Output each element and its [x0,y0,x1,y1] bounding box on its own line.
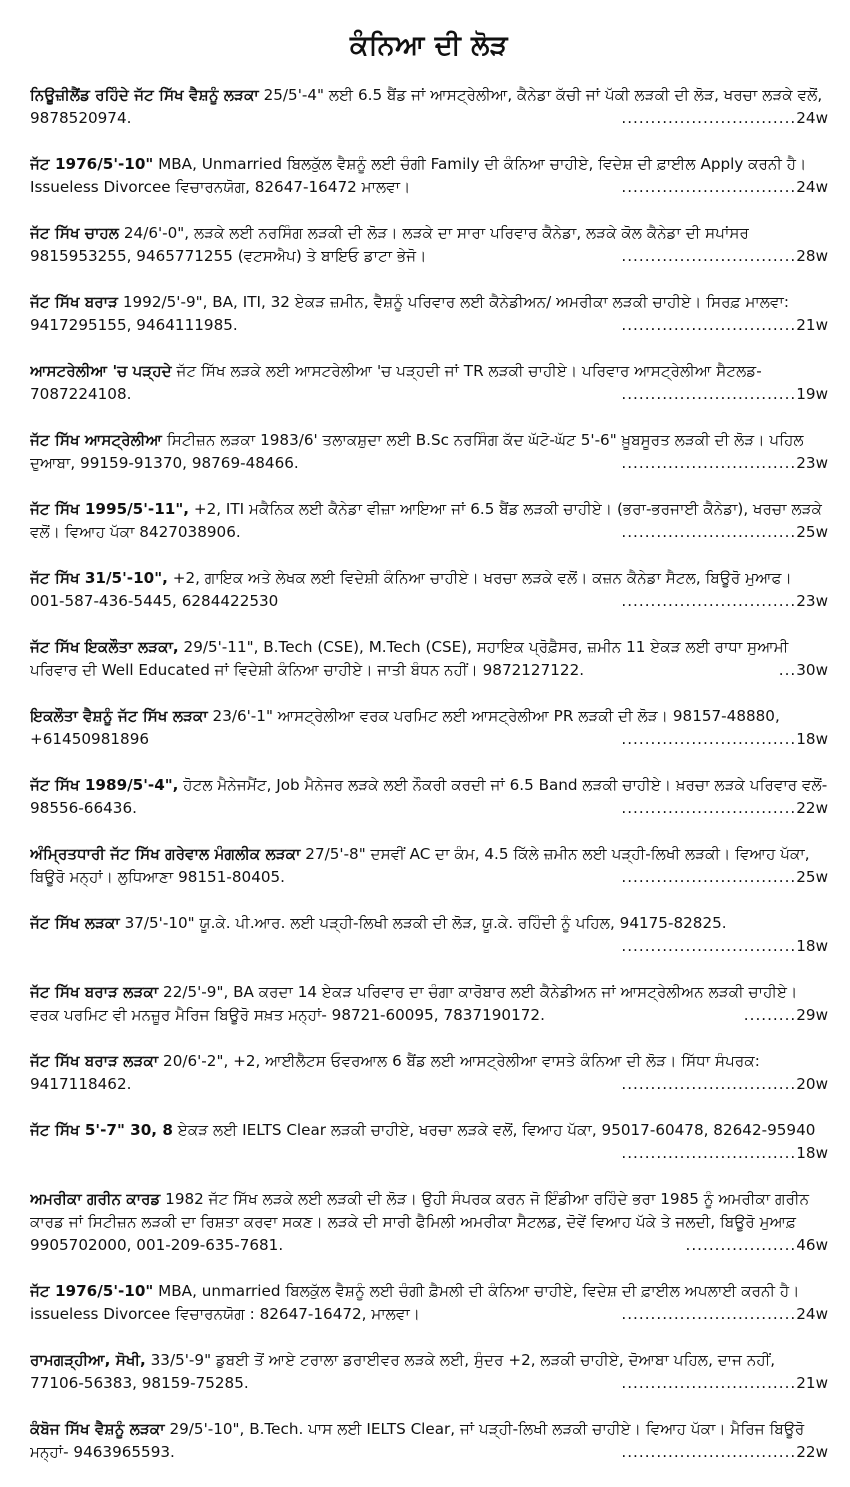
ad-entry [30,567,828,636]
ad-price-amount: 28w [796,247,828,265]
ad-entry [30,153,828,222]
ad-price-leader: .............................. [621,454,797,472]
ad-heading: ਆਸਟਰੇਲੀਆ 'ਚ ਪੜ੍ਹਦੇ [30,362,172,380]
page-title: ਕੰਨਿਆ ਦੀ ਲੋੜ [349,30,509,61]
ad-body: MBA, Unmarried ਬਿਲਕੁੱਲ ਵੈਸ਼ਨੂੰ ਲਈ ਚੰਗੀ Family ਦੀ ਕੰਨਿਆ ਚਾਹੀਏ, ਵਿਦੇਸ਼ ਦੀ ਫ਼ਾਈਲ Apply ਕਰਨੀ ਹੈ। Issueless Divorcee ਵਿਚਾਰਨਯੋਗ, 82647-16472 ਮਾਲਵਾ। [30,155,807,196]
ad-price-leader: ................... [685,1236,797,1254]
ad-price-leader: .............................. [621,247,797,265]
ad-price-amount: 24w [796,178,828,196]
ad-body: +2, ITI ਮਕੈਨਿਕ ਲਈ ਕੈਨੇਡਾ ਵੀਜ਼ਾ ਆਇਆ ਜਾਂ 6.5 ਬੈਂਡ ਲੜਕੀ ਚਾਹੀਏ। (ਭਰਾ-ਭਰਜਾਈ ਕੈਨੇਡਾ), ਖਰਚਾ ਲੜਕੇ ਵਲੋਂ। ਵਿਆਹ ਪੱਕਾ 8427038906. [30,500,822,541]
ad-body: 1992/5'-9", BA, ITI, 32 ਏਕੜ ਜ਼ਮੀਨ, ਵੈਸ਼ਨੂੰ ਪਰਿਵਾਰ ਲਈ ਕੈਨੇਡੀਅਨ/ ਅਮਰੀਕਾ ਲੜਕੀ ਚਾਹੀਏ। ਸਿਰਫ਼ ਮਾਲਵਾ: 9417295155, 9464111985. [30,293,790,334]
ad-heading: ਜੱਟ ਸਿੱਖ ਇਕਲੌਤਾ ਲੜਕਾ, [30,638,179,656]
ad-price [742,1004,828,1027]
ad-price-amount: 21w [796,316,828,334]
ad-entry [30,774,828,843]
ad-heading: ਜੱਟ 1976/5'-10" [30,155,154,173]
ad-entry [30,291,828,360]
ad-entry [30,981,828,1050]
ad-price-amount: 23w [796,454,828,472]
ad-price-amount: 22w [796,1443,828,1461]
ad-price-amount: 24w [796,109,828,127]
ad-heading: ਜੱਟ ਸਿੱਖ ਬਰਾੜ [30,293,119,311]
ad-body: 33/5'-9" ਡੁਬਈ ਤੋਂ ਆਏ ਟਰਾਲਾ ਡਰਾਈਵਰ ਲੜਕੇ ਲਈ, ਸੁੰਦਰ +2, ਲੜਕੀ ਚਾਹੀਏ, ਦੋਆਬਾ ਪਹਿਲ, ਦਾਜ ਨਹੀਂ, 77106-56383, 98159-75285. [30,1351,776,1392]
ad-list [30,84,828,1487]
ad-heading: ਜੱਟ ਸਿੱਖ ਚਾਹਲ [30,224,120,242]
ad-heading: ਜੱਟ 1976/5'-10" [30,1282,154,1300]
ad-entry [30,1050,828,1119]
ad-body: 22/5'-9", BA ਕਰਦਾ 14 ਏਕੜ ਪਰਿਵਾਰ ਦਾ ਚੰਗਾ ਕਾਰੋਬਾਰ ਲਈ ਕੈਨੇਡੀਅਨ ਜਾਂ ਆਸਟ੍ਰੇਲੀਅਨ ਲੜਕੀ ਚਾਹੀਏ। ਵਰਕ ਪਰਮਿਟ ਵੀ ਮਨਜ਼ੂਰ ਮੈਰਿਜ ਬਿਊਰੋ ਸਖ਼ਤ ਮਨ੍ਹਾਂ- 98721-60095, 7837190172. [30,983,798,1024]
ad-entry [30,843,828,912]
ad-price-leader: .............................. [621,178,797,196]
ad-price [619,1303,828,1326]
ad-price-amount: 25w [796,523,828,541]
ad-body: 29/5'-10", B.Tech. ਪਾਸ ਲਈ IELTS Clear, ਜਾਂ ਪੜ੍ਹੀ-ਲਿਖੀ ਲੜਕੀ ਚਾਹੀਏ। ਵਿਆਹ ਪੱਕਾ। ਮੈਰਿਜ ਬਿਊਰੋ ਮਨ੍ਹਾਂ- 9463965593. [30,1420,805,1461]
ad-price-amount: 21w [796,1374,828,1392]
ad-price-leader: .............................. [621,1374,797,1392]
ad-price-leader: .............................. [621,937,797,955]
ad-body: 27/5'-8" ਦਸਵੀਂ AC ਦਾ ਕੰਮ, 4.5 ਕਿੱਲੇ ਜ਼ਮੀਨ ਲਈ ਪੜ੍ਹੀ-ਲਿਖੀ ਲੜਕੀ। ਵਿਆਹ ਪੱਕਾ, ਬਿਊਰੋ ਮਨ੍ਹਾਂ। ਲੁਧਿਆਣਾ 98151-80405. [30,845,810,886]
ad-price-amount: 22w [796,799,828,817]
ad-entry [30,705,828,774]
ad-price [619,383,828,406]
ad-price-leader: .............................. [621,1305,797,1323]
ad-price [619,452,828,475]
ad-price-leader: .............................. [621,385,797,403]
ad-price-leader: .............................. [621,316,797,334]
ad-heading: ਨਿਊਜ਼ੀਲੈਂਡ ਰਹਿੰਦੇ ਜੱਟ ਸਿੱਖ ਵੈਸ਼ਨੂੰ ਲੜਕਾ [30,86,259,104]
ad-heading: ਜੱਟ ਸਿੱਖ ਲੜਕਾ [30,914,120,932]
ad-price [619,797,828,820]
ad-entry [30,498,828,567]
ad-heading: ਜੱਟ ਸਿੱਖ 1989/5'-4", [30,776,179,794]
ad-price [619,728,828,751]
ad-heading: ਜੱਟ ਸਿੱਖ ਬਰਾੜ ਲੜਕਾ [30,983,159,1001]
ad-price [619,245,828,268]
ad-price-amount: 18w [796,730,828,748]
ad-entry [30,222,828,291]
ad-price-leader: .............................. [621,592,797,610]
ad-entry [30,1349,828,1418]
ad-heading: ਰਾਮਗੜ੍ਹੀਆ, ਸੋਖੀ, [30,1351,146,1369]
ad-entry [30,636,828,705]
ad-entry [30,429,828,498]
ad-heading: ਇਕਲੌਤਾ ਵੈਸ਼ਨੂੰ ਜੱਟ ਸਿੱਖ ਲੜਕਾ [30,707,208,725]
ad-text [30,912,828,935]
ad-price-leader: .............................. [621,1443,797,1461]
ad-entry [30,1188,828,1280]
ad-body: MBA, unmarried ਬਿਲਕੁੱਲ ਵੈਸ਼ਨੂੰ ਲਈ ਚੰਗੀ ਫ਼ੈਮਲੀ ਦੀ ਕੰਨਿਆ ਚਾਹੀਏ, ਵਿਦੇਸ਼ ਦੀ ਫ਼ਾਈਲ ਅਪਲਾਈ ਕਰਨੀ ਹੈ। issueless Divorcee ਵਿਚਾਰਨਯੋਗ : 82647-16472, ਮਾਲਵਾ। [30,1282,800,1323]
ad-price-leader: .............................. [621,868,797,886]
ad-body: +2, ਗਾਇਕ ਅਤੇ ਲੇਖਕ ਲਈ ਵਿਦੇਸ਼ੀ ਕੰਨਿਆ ਚਾਹੀਏ। ਖਰਚਾ ਲੜਕੇ ਵਲੋਂ। ਕਜ਼ਨ ਕੈਨੇਡਾ ਸੈਟਲ, ਬਿਊਰੋ ਮੁਆਫ। 001-587-436-5445, 6284422530 [30,569,792,610]
ad-price [619,176,828,199]
ad-body: 25/5'-4" ਲਈ 6.5 ਬੈਂਡ ਜਾਂ ਆਸਟ੍ਰੇਲੀਆ, ਕੈਨੇਡਾ ਕੱਚੀ ਜਾਂ ਪੱਕੀ ਲੜਕੀ ਦੀ ਲੋੜ, ਖਰਚਾ ਲੜਕੇ ਵਲੋਂ, 9878520974. [30,86,823,127]
ad-heading: ਅੰਮ੍ਰਿਤਧਾਰੀ ਜੱਟ ਸਿੱਖ ਗਰੇਵਾਲ ਮੰਗਲੀਕ ਲੜਕਾ [30,845,301,863]
ad-heading: ਅਮਰੀਕਾ ਗਰੀਨ ਕਾਰਡ [30,1190,161,1208]
ad-price-leader: ... [778,661,797,679]
ad-text [30,981,828,1027]
ad-price-amount: 20w [796,1075,828,1093]
ad-entry [30,1119,828,1188]
ad-price-amount: 18w [796,1144,828,1162]
ad-price [619,107,828,130]
ad-price [619,590,828,613]
ad-text [30,636,828,682]
ad-body: 37/5'-10" ਯੂ.ਕੇ. ਪੀ.ਆਰ. ਲਈ ਪੜ੍ਹੀ-ਲਿਖੀ ਲੜਕੀ ਦੀ ਲੋੜ, ਯੂ.ਕੇ. ਰਹਿੰਦੀ ਨੂੰ ਪਹਿਲ, 94175-82825. [119,914,727,932]
ad-text [30,1119,828,1142]
ad-price [684,1234,828,1257]
ad-entry [30,84,828,153]
ad-price-leader: .............................. [621,799,797,817]
ad-price-leader: .............................. [621,730,797,748]
ad-price [777,659,828,682]
ad-heading: ਜੱਟ ਸਿੱਖ ਆਸਟ੍ਰੇਲੀਆ [30,431,163,449]
ad-price [619,866,828,889]
ad-price-amount: 46w [796,1236,828,1254]
ad-body: 20/6'-2", +2, ਆਈਲੈਟਸ ਓਵਰਆਲ 6 ਬੈਂਡ ਲਈ ਆਸਟ੍ਰੇਲੀਆ ਵਾਸਤੇ ਕੰਨਿਆ ਦੀ ਲੋੜ। ਸਿੱਧਾ ਸੰਪਰਕ: 9417118462. [30,1052,760,1093]
ad-body: 29/5'-11", B.Tech (CSE), M.Tech (CSE), ਸਹਾਇਕ ਪ੍ਰੋਫ਼ੈਸਰ, ਜ਼ਮੀਨ 11 ਏਕੜ ਲਈ ਰਾਧਾ ਸੁਆਮੀ ਪਰਿਵਾਰ ਦੀ Well Educated ਜਾਂ ਵਿਦੇਸ਼ੀ ਕੰਨਿਆ ਚਾਹੀਏ। ਜਾਤੀ ਬੰਧਨ ਨਹੀਂ। 9872127122. [30,638,789,679]
ad-body: ਏਕੜ ਲਈ IELTS Clear ਲੜਕੀ ਚਾਹੀਏ, ਖਰਚਾ ਲੜਕੇ ਵਲੋਂ, ਵਿਆਹ ਪੱਕਾ, 95017-60478, 82642-95940 [172,1121,816,1139]
ad-price [619,935,828,958]
ad-price-amount: 30w [796,661,828,679]
ad-price-amount: 29w [796,1006,828,1024]
ad-body: 23/6'-1" ਆਸਟ੍ਰੇਲੀਆ ਵਰਕ ਪਰਮਿਟ ਲਈ ਆਸਟ੍ਰੇਲੀਆ PR ਲੜਕੀ ਦੀ ਲੋੜ। 98157-48880, +61450981896 [30,707,780,748]
ad-price-amount: 19w [796,385,828,403]
ad-body: 24/6'-0", ਲੜਕੇ ਲਈ ਨਰਸਿੰਗ ਲੜਕੀ ਦੀ ਲੋੜ। ਲੜਕੇ ਦਾ ਸਾਰਾ ਪਰਿਵਾਰ ਕੈਨੇਡਾ, ਲੜਕੇ ਕੋਲ ਕੈਨੇਡਾ ਦੀ ਸਪਾਂਸਰ 9815953255, 9465771255 (ਵਟਸਐਪ) ਤੇ ਬਾਇਓ ਡਾਟਾ ਭੇਜੋ। [30,224,749,265]
ad-body: 1982 ਜੱਟ ਸਿੱਖ ਲੜਕੇ ਲਈ ਲੜਕੀ ਦੀ ਲੋੜ। ਉਹੀ ਸੰਪਰਕ ਕਰਨ ਜੋ ਇੰਡੀਆ ਰਹਿੰਦੇ ਭਰਾ 1985 ਨੂੰ ਅਮਰੀਕਾ ਗਰੀਨ ਕਾਰਡ ਜਾਂ ਸਿਟੀਜ਼ਨ ਲੜਕੀ ਦਾ ਰਿਸ਼ਤਾ ਕਰਵਾ ਸਕਣ। ਲੜਕੇ ਦੀ ਸਾਰੀ ਫੈਮਿਲੀ ਅਮਰੀਕਾ ਸੈਟਲਡ, ਦੋਵੇਂ ਵਿਆਹ ਪੱਕੇ ਤੇ ਜਲਦੀ, ਬਿਊਰੋ ਮੁਆਫ਼ 9905702000, 001-209-635-7681. [30,1190,810,1254]
ad-entry [30,1280,828,1349]
ad-price-leader: .............................. [621,1075,797,1093]
ad-price-amount: 23w [796,592,828,610]
ad-price-amount: 24w [796,1305,828,1323]
ad-price-amount: 25w [796,868,828,886]
ad-body: ਜੱਟ ਸਿੱਖ ਲੜਕੇ ਲਈ ਆਸਟਰੇਲੀਆ 'ਚ ਪੜ੍ਹਦੀ ਜਾਂ TR ਲੜਕੀ ਚਾਹੀਏ। ਪਰਿਵਾਰ ਆਸਟ੍ਰੇਲੀਆ ਸੈਟਲਡ- 7087224108. [30,362,762,403]
ad-heading: ਜੱਟ ਸਿੱਖ 5'-7" 30, 8 [30,1121,173,1139]
ad-price-leader: ......... [743,1006,797,1024]
ad-price [619,314,828,337]
ad-heading: ਜੱਟ ਸਿੱਖ ਬਰਾੜ ਲੜਕਾ [30,1052,159,1070]
ad-body: ਹੋਟਲ ਮੈਨੇਜਮੈਂਟ, Job ਮੈਨੇਜਰ ਲੜਕੇ ਲਈ ਨੌਕਰੀ ਕਰਦੀ ਜਾਂ 6.5 Band ਲੜਕੀ ਚਾਹੀਏ। ਖ਼ਰਚਾ ਲੜਕੇ ਪਰਿਵਾਰ ਵਲੋਂ- 98556-66436. [30,776,828,817]
ad-price [619,1073,828,1096]
ad-price-leader: .............................. [621,1144,797,1162]
ad-price [619,1372,828,1395]
ad-price-leader: .............................. [621,523,797,541]
ad-heading: ਜੱਟ ਸਿੱਖ 31/5'-10", [30,569,168,587]
ad-entry [30,360,828,429]
ad-price-leader: .............................. [621,109,797,127]
ad-price [619,1142,828,1165]
ad-price-amount: 18w [796,937,828,955]
ad-entry [30,1418,828,1487]
ad-body: ਸਿਟੀਜ਼ਨ ਲੜਕਾ 1983/6' ਤਲਾਕਸ਼ੁਦਾ ਲਈ B.Sc ਨਰਸਿੰਗ ਕੱਦ ਘੱਟੋ-ਘੱਟ 5'-6" ਖ਼ੂਬਸੂਰਤ ਲੜਕੀ ਦੀ ਲੋੜ। ਪਹਿਲ ਦੁਆਬਾ, 99159-91370, 98769-48466. [30,431,804,472]
ad-heading: ਜੱਟ ਸਿੱਖ 1995/5'-11", [30,500,190,518]
ad-price [619,521,828,544]
ad-entry [30,912,828,981]
ad-heading: ਕੰਬੋਜ ਸਿੱਖ ਵੈਸ਼ਨੂੰ ਲੜਕਾ [30,1420,165,1438]
ad-price [619,1441,828,1464]
